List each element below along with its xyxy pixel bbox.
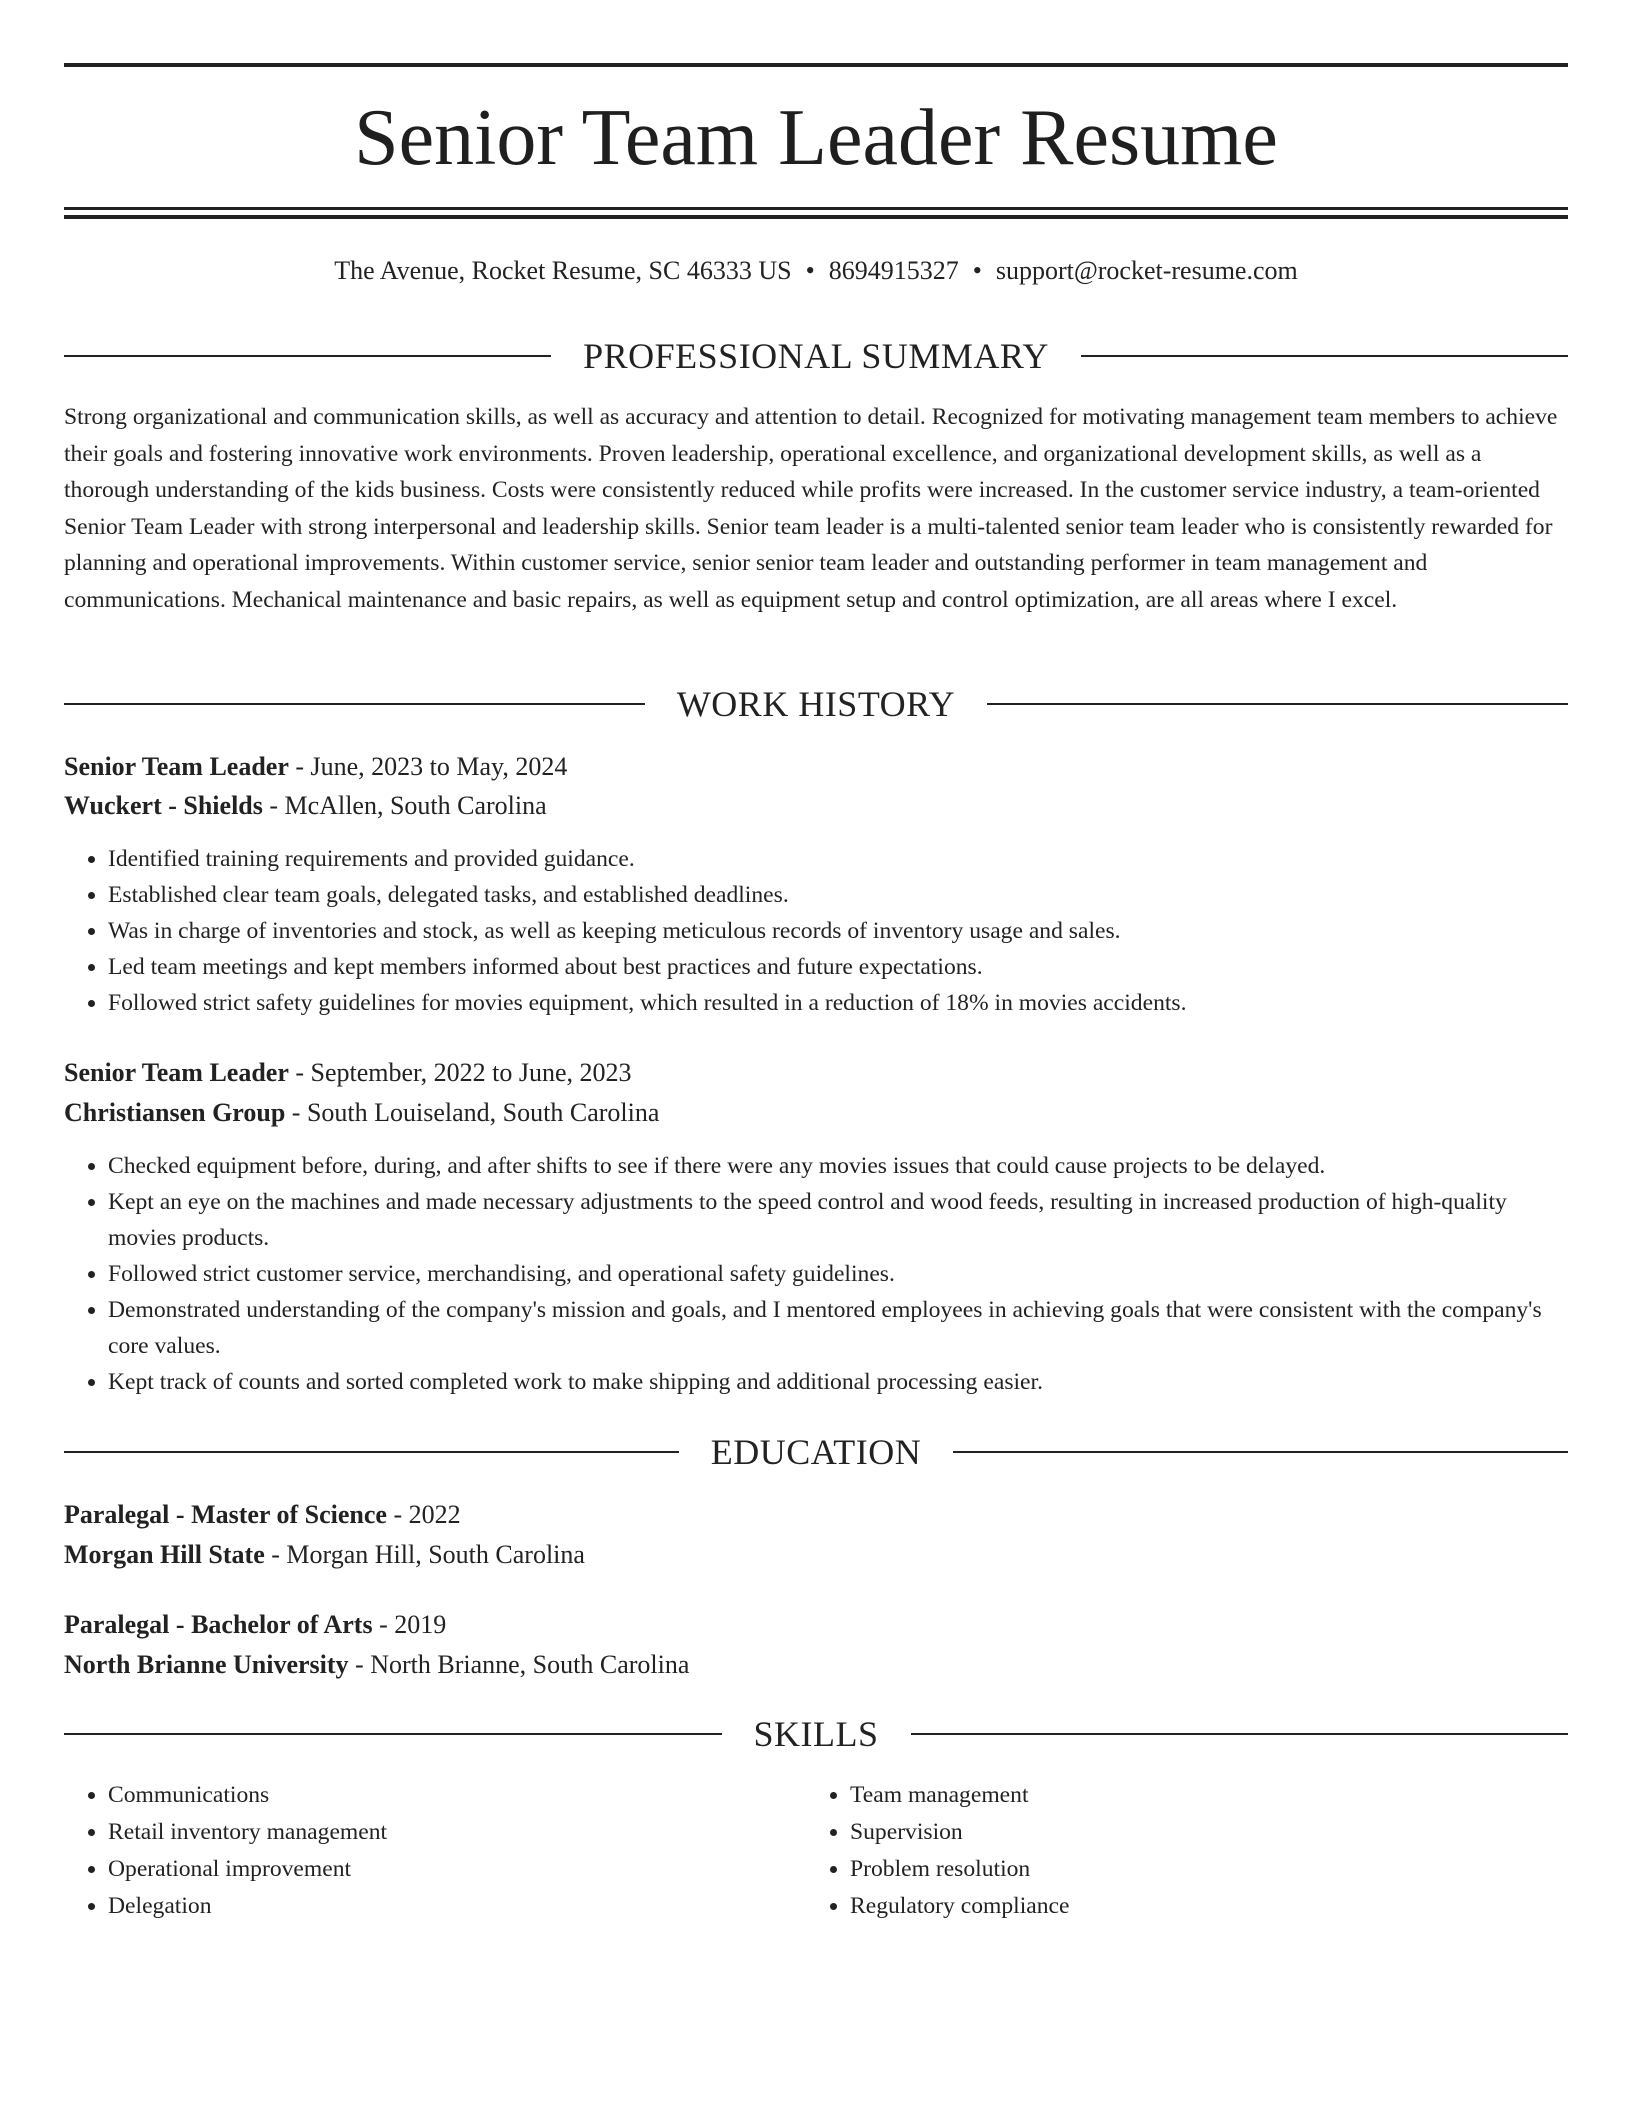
list-item: • Followed strict customer service, merchandising, and operational safety guidelines. [108, 1256, 1568, 1292]
skills-list-left [64, 1777, 806, 1925]
section-title: SKILLS [753, 1714, 879, 1754]
school-name: North Brianne University [64, 1650, 349, 1679]
skills-list-right [806, 1777, 1548, 1925]
top-rule [64, 63, 1568, 67]
list-item: • Kept an eye on the machines and made necessary adjustments to the speed control and wood feeds, resulting in increased production of high-quality movies products. [108, 1184, 1568, 1256]
contact-email: support@rocket-resume.com [995, 256, 1298, 285]
skills-columns [64, 1777, 1568, 1925]
heading-rule [953, 1451, 1568, 1453]
contact-address: The Avenue, Rocket Resume, SC 46333 US [334, 256, 792, 285]
school-location: - Morgan Hill, South Carolina [264, 1540, 585, 1569]
skill-item: • Regulatory compliance [850, 1888, 1548, 1925]
job-bullet-list [64, 841, 1568, 1021]
heading-rule [64, 1451, 679, 1453]
job-dates: - June, 2023 to May, 2024 [288, 752, 568, 781]
degree-year: - 2022 [386, 1500, 461, 1529]
job-location: - South Louiseland, South Carolina [285, 1098, 660, 1127]
section-heading-summary [64, 334, 1568, 378]
heading-rule [64, 1733, 722, 1735]
section-heading-education [64, 1430, 1568, 1474]
school-line [64, 1645, 1568, 1685]
job-company: Wuckert - Shields [64, 791, 263, 820]
list-item: • Checked equipment before, during, and after shifts to see if there were any movies issues that could cause projects to be delayed. [108, 1148, 1568, 1184]
section-heading-skills [64, 1712, 1568, 1756]
list-item: • Kept track of counts and sorted completed work to make shipping and additional processing easier. [108, 1364, 1568, 1400]
contact-phone: 8694915327 [828, 256, 959, 285]
list-item: • Demonstrated understanding of the company's mission and goals, and I mentored employees in achieving goals that were consistent with the company's core values. [108, 1292, 1568, 1364]
degree-line [64, 1495, 1568, 1535]
job-company-line [64, 1093, 1568, 1133]
heading-rule [64, 703, 645, 705]
skill-item: • Delegation [108, 1888, 806, 1925]
degree-year: - 2019 [372, 1610, 447, 1639]
summary-paragraph: Strong organizational and communication skills, as well as accuracy and attention to detail. Recognized for motivating management team members to achieve their goals and fostering innovative work environments. Proven leadership, operational excellence, and organizational development skills, as well as a thorough understanding of the kids business. Costs were consistently reduced while profits were increased. In the customer service industry, a team-oriented Senior Team Leader with strong interpersonal and leadership skills. Senior team leader is a multi-talented senior team leader who is consistently rewarded for planning and operational improvements. Within customer service, senior senior team leader and outstanding performer in team management and communications. Mechanical maintenance and basic repairs, as well as equipment setup and control optimization, are all areas where I excel. [64, 404, 1558, 613]
section-title: PROFESSIONAL SUMMARY [583, 336, 1049, 376]
list-item: • Led team meetings and kept members informed about best practices and future expectations. [108, 949, 1568, 985]
job-title-line [64, 747, 1568, 787]
skill-item: • Communications [108, 1777, 806, 1814]
job-title: Senior Team Leader [64, 1058, 289, 1087]
skill-item: • Team management [850, 1777, 1548, 1814]
title-double-rule [64, 207, 1568, 219]
job-company-line [64, 786, 1568, 826]
skill-item: • Retail inventory management [108, 1814, 806, 1851]
school-location: - North Brianne, South Carolina [348, 1650, 690, 1679]
heading-rule [64, 355, 551, 357]
school-line [64, 1535, 1568, 1575]
degree-name: Paralegal - Master of Science [64, 1500, 387, 1529]
page-title: Senior Team Leader Resume [354, 94, 1278, 182]
job-title: Senior Team Leader [64, 752, 289, 781]
job-bullet-list [64, 1148, 1568, 1400]
skill-item: • Supervision [850, 1814, 1548, 1851]
list-item: • Identified training requirements and provided guidance. [108, 841, 1568, 877]
contact-separator: • [805, 256, 815, 285]
job-location: - McAllen, South Carolina [262, 791, 547, 820]
heading-rule [987, 703, 1568, 705]
heading-rule [1081, 355, 1568, 357]
section-title: EDUCATION [710, 1432, 922, 1472]
heading-rule [911, 1733, 1569, 1735]
degree-name: Paralegal - Bachelor of Arts [64, 1610, 373, 1639]
skill-item: • Operational improvement [108, 1851, 806, 1888]
skill-item: • Problem resolution [850, 1851, 1548, 1888]
degree-line [64, 1605, 1568, 1645]
job-company: Christiansen Group [64, 1098, 286, 1127]
contact-separator: • [972, 256, 982, 285]
section-title: WORK HISTORY [676, 684, 956, 724]
job-dates: - September, 2022 to June, 2023 [288, 1058, 632, 1087]
list-item: • Was in charge of inventories and stock, as well as keeping meticulous records of inventory usage and sales. [108, 913, 1568, 949]
list-item: • Established clear team goals, delegated tasks, and established deadlines. [108, 877, 1568, 913]
school-name: Morgan Hill State [64, 1540, 265, 1569]
list-item: • Followed strict safety guidelines for movies equipment, which resulted in a reduction of 18% in movies accidents. [108, 985, 1568, 1021]
section-heading-work-history [64, 682, 1568, 726]
contact-line [64, 251, 1568, 291]
job-title-line [64, 1053, 1568, 1093]
